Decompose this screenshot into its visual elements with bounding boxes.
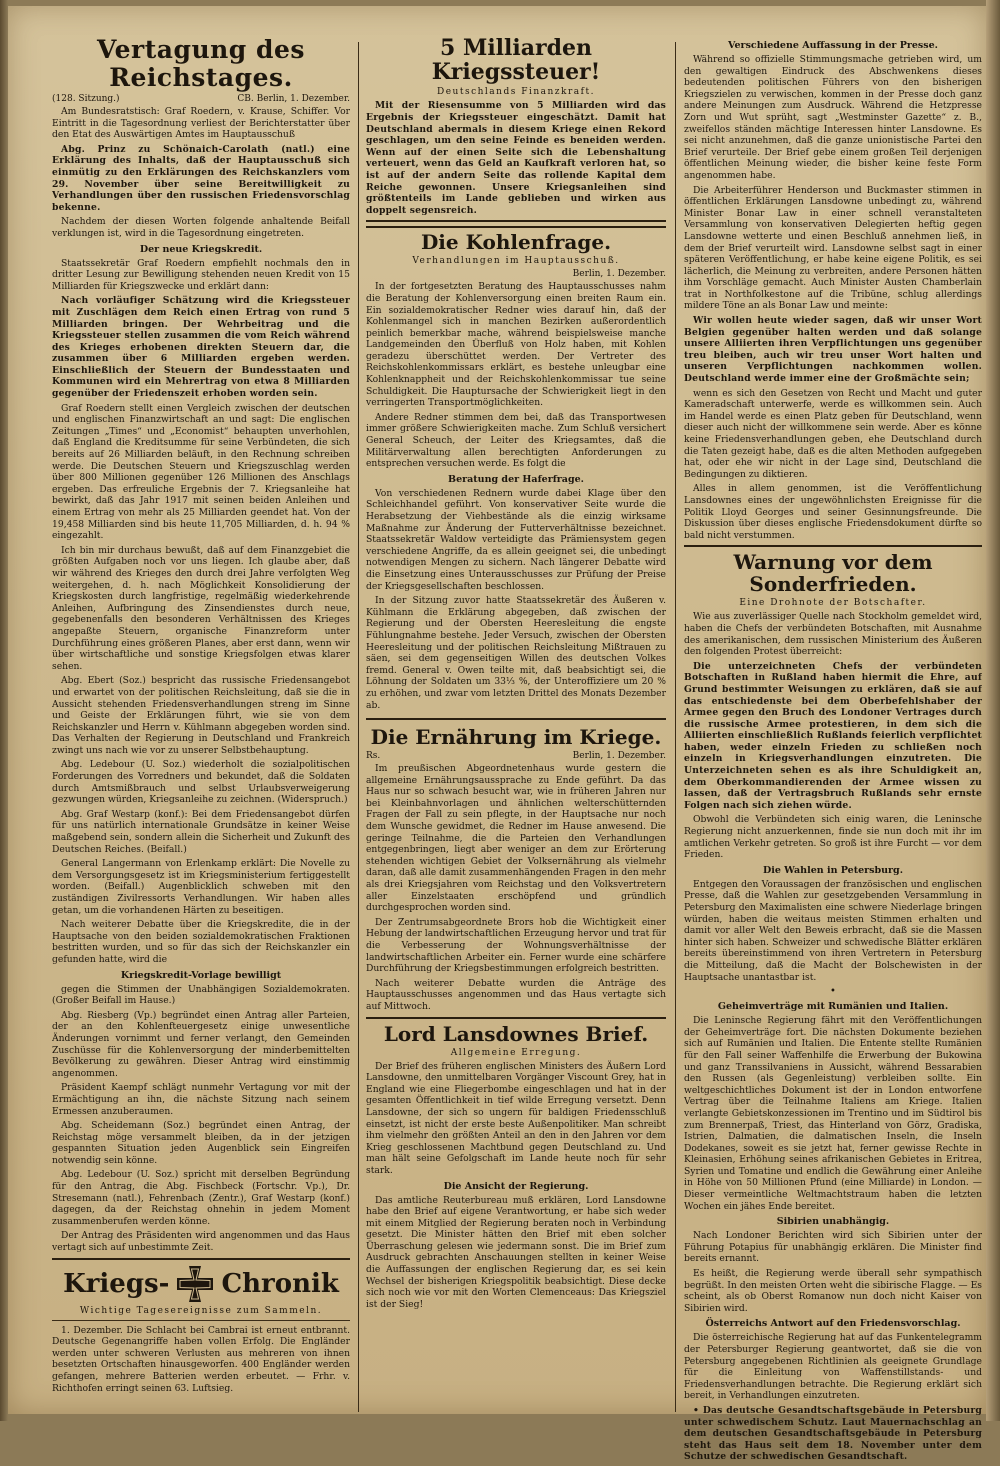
article-subtitle: Deutschlands Finanzkraft. xyxy=(437,87,595,98)
paragraph: Graf Roedern stellt einen Vergleich zwischen der deutschen und englischen Finanzwirtschaft an und sagt: Die englischen Zeitungen „Times“ und „Economist“ behaupten unverhohlen, daß England die Kreditsumme für seine Verbündeten, die sich bereits auf 26 Milliarden beläuft, in den Rechnung schreiben werde. Die Deutschen Steuern und Kriegszuschlag werden über 800 Millionen gegenüber 126 Millionen des Anschlags ergeben. Das erfreuliche Ergebnis der 7. Kriegsanleihe hat bewirkt, daß das Jahr 1917 mit seinen beiden Anleihen und einem Ertrag von mehr als 25 Milliarden geendet hat. Von der 19,458 Milliarden sind bis heute 11,705 Milliarden, d. h. 94 % eingezahlt. xyxy=(52,402,350,542)
paragraph: Von verschiedenen Rednern wurde dabei Klage über den Schleichhandel geführt. Von konservativer Seite wurde die Herabsetzung der Viehbestände als die einzig wirksame Maßnahme zur Änderung der Futterverhältnisse bezeichnet. Staatssekretär Waldow verteidigte das Prämiensystem gegen verschiedene Angriffe, da es allein geeignet sei, die unbedingt notwendigen Mengen zu sichern. Nach längerer Debatte wird die Einsetzung eines Unterausschusses zur Prüfung der Preise der Kriegsgesellschaften beschlossen. xyxy=(366,487,666,592)
paragraph: 1. Dezember. Die Schlacht bei Cambrai ist erneut entbrannt. Deutsche Gegenangriffe haben vollen Erfolg. Die Engländer werden unter schweren Verlusten aus mehreren von ihnen besetzten Ortschaften hinausgeworfen. 400 Engländer werden gefangen, mehrere Batterien werden erbeutet. — Frhr. v. Richthofen erringt seinen 63. Luftsieg. xyxy=(52,1324,350,1394)
lead-paragraph: Mit der Riesensumme von 5 Milliarden wird das Ergebnis der Kriegssteuer eingeschätzt. Damit hat Deutschland abermals in diesem Kriege einen Rekord geschlagen, um den seine Feinde es beneiden werden. Wenn auf der einen Seite sich die Lebenshaltung verteuert, wenn das Geld an Kaufkraft verloren hat, so ist auf der andern Seite das rollende Kapital dem Reiche gewonnen. Unsere Kriegsanleihen sind größtenteils im Lande geblieben und wirken aus doppelt segensreich. xyxy=(366,100,666,216)
paragraph: Nach weiterer Debatte über die Kriegskredite, die in der Hauptsache von den beiden sozialdemokratischen Fraktionen bestritten wurden, und so für das sich der Reichskanzler ein gefunden hatte, wird die xyxy=(52,919,350,965)
column-rule-2 xyxy=(675,42,676,1412)
column-rule-1 xyxy=(358,42,359,1412)
paragraph: Es heißt, die Regierung werde überall sehr sympathisch begrüßt. In den meisten Orten weht die sibirische Flagge. — Es scheint, als ob Oberst Romanow nun doch nicht Kaiser von Sibirien wird. xyxy=(684,1268,982,1314)
article-title-vertagung: Vertagung des Reichstages. xyxy=(97,36,305,92)
kriegs-chronik-masthead xyxy=(52,1264,350,1304)
article-title-kriegssteuer: 5 Milliarden Kriegssteuer! xyxy=(431,36,601,86)
paragraph: Das amtliche Reuterbureau muß erklären, Lord Lansdowne habe den Brief auf eigene Verantwortung, er habe sich weder mit einem Mitglied der Regierung beraten noch in Verbindung gesetzt. Die Minister hätten den Brief mit eben solcher Überraschung gelesen wie jedermann sonst. Die im Brief zum Ausdruck gebrachten Anschauungen stellten in keiner Weise die Auffassungen der englischen Regierung dar, es sei kein Wechsel der bisherigen Kriegspolitik beabsichtigt. Diese decke sich noch wie vor mit den Worten Clemenceaus: Das Kriegsziel ist der Sieg! xyxy=(366,1194,666,1310)
section-heading: Die Ansicht der Regierung. xyxy=(443,1180,589,1192)
paragraph: Abg. Prinz zu Schönaich-Carolath (natl.) eine Erklärung des Inhalts, daß der Hauptausschuß sich einmütig zu den Erklärungen des Reichskanzlers vom 29. November über seine Bereitwilligkeit zu Verhandlungen über den russischen Friedensvorschlag bekenne. xyxy=(52,143,350,213)
column-middle xyxy=(366,36,666,1313)
paragraph: Staatssekretär Graf Roedern empfiehlt nochmals den in dritter Lesung zur Bewilligung stehenden neuen Kredit von 15 Milliarden für Kriegszwecke und erklärt dann: xyxy=(52,257,350,292)
paragraph: Obwohl die Verbündeten sich einig waren, die Leninsche Regierung nicht anzuerkennen, finde sie nun doch mit ihr im amtlichen Verkehr getreten. So groß ist ihre Furcht — vor dem Frieden. xyxy=(684,814,982,861)
quote-paragraph: Die unterzeichneten Chefs der verbündeten Botschaften in Rußland haben hiermit die Ehre, auf Grund bestimmter Weisungen zu erklären, daß sie auf das entschiedenste bei dem Oberbefehlshaber der Armee gegen den Bruch des Londoner Vertrages durch die russische Armee protestieren, in dem sich die Alliierten einschließlich Rußlands feierlich verpflichtet haben, weder einzeln Frieden zu schließen noch einzeln in Kriegsverhandlungen einzutreten. Die Unterzeichneten sehen es als ihre Schuldigkeit an, dem Oberkommandierenden der Armee wissen zu lassen, daß der Vertragsbruch Rußlands sehr ernste Folgen nach sich ziehen würde. xyxy=(684,660,982,811)
paragraph: In der Sitzung zuvor hatte Staatssekretär des Äußeren v. Kühlmann die Erklärung abgegeben, daß zwischen der Regierung und der Obersten Heeresleitung die engste Fühlungnahme bestehe. Jeder Versuch, zwischen der Obersten Heeresleitung und der politischen Reichsleitung Mißtrauen zu säen, sei dem gegenseitigen Willen des deutschen Volkes fremd. General v. Owen teilte mit, daß beabsichtigt sei, die Löhnung der Soldaten um 33⅓ %, der Unteroffiziere um 20 % zu erhöhen, und zwar vom letzten Drittel des Monats Dezember ab. xyxy=(366,595,666,711)
paragraph: Entgegen den Voraussagen der französischen und englischen Presse, daß die Wahlen zur gesetzgebenden Versammlung in Petersburg den Maximalisten eine schwere Niederlage bringen würden, haben die weitaus meisten Stimmen erhalten und damit vor aller Welt den Beweis erbracht, daß sie die Massen hinter sich haben. Schweizer und schwedische Blätter erklären bereits übereinstimmend von ihren Vertretern in Petersburg die Mitteilung, daß die Macht der Bolschewisten in der Hauptsache unantastbar ist. xyxy=(684,878,982,983)
article-title-ernaehrung: Die Ernährung im Kriege. xyxy=(370,725,662,750)
quote-paragraph: Wir wollen heute wieder sagen, daß wir unser Wort Belgien gegenüber halten werden und daß solange unsere Alliierten ihren Verpflichtungen uns gegenüber treu bleiben, auch wir treu unser Wort halten und unseren Verpflichtungen nachkommen wollen. Deutschland werde immer eine der Großmächte sein; xyxy=(684,315,982,385)
paragraph: Die Leninsche Regierung fährt mit den Veröffentlichungen der Geheimverträge fort. Die nächsten Dokumente beziehen sich auf Rumänien und Italien. Die Entente stellte Rumänien für den Fall seiner Waffenhilfe die Erwerbung der Bukowina und ganz Transsilvaniens in Aussicht, während Bessarabien den Russen (als Gegenleistung) verbleiben sollte. Ein weltgeschichtliches Dokument ist der in London entworfene Vertrag über die Teilnahme Italiens am Kriege. Italien verlangte Gebietskonzessionen im Trentino und im Südtirol bis zum Brennerpaß, Triest, das Hinterland von Görz, Gradiska, Istrien, Dalmatien, die dalmatischen Inseln, die Inseln Dodekanes, soweit es sie jetzt hat, ferner gewisse Rechte in Kleinasien, Erhöhung seines afrikanischen Gebietes in Eritrea, Syrien und Tomatine und endlich die Gewährung einer Anleihe in Höhe von 50 Millionen Pfund (eine Milliarde) in London. — Dieser vermeintliche Weltmachtstraum haben die letzten Wochen ein jähes Ende bereitet. xyxy=(684,1015,982,1212)
newspaper-page xyxy=(8,6,986,1463)
article-subtitle: Allgemeine Erregung. xyxy=(450,1047,582,1058)
article-title-kohlenfrage: Die Kohlenfrage. xyxy=(420,230,612,255)
dateline-text: Berlin, 1. Dezember. xyxy=(572,751,666,762)
divider xyxy=(366,220,666,222)
paragraph: Am Bundesratstisch: Graf Roedern, v. Krause, Schiffer. Vor Eintritt in die Tagesordnung verliest der Berichterstatter über den Etat des Auswärtigen Amtes im Hauptausschuß xyxy=(52,106,350,141)
divider xyxy=(684,545,982,547)
article-kohlenfrage xyxy=(366,226,666,720)
section-heading: Der neue Kriegskredit. xyxy=(139,243,263,255)
section-heading: Österreichs Antwort auf den Friedensvorschlag. xyxy=(705,1318,961,1330)
paragraph: Ich bin mir durchaus bewußt, daß auf dem Finanzgebiet die größten Aufgaben noch vor uns liegen. Ich glaube aber, daß wir während des Krieges den durch drei Jahre verfolgten Weg weitergehen, d. h. nach Möglichkeit Konsolidierung der Kriegskosten durch langfristige, regelmäßig wiederkehrende Anleihen, Aufbringung des Zinsendienstes durch neue, gegebenenfalls den besonderen Verhältnissen des Krieges angepaßte Steuern, organische Finanzreform unter Durchführung eines größeren Planes, aber erst dann, wenn wir über wirtschaftliche und sonstige Kriegsfolgen etwas klarer sehen. xyxy=(52,544,350,672)
section-heading: Kriegskredit-Vorlage bewilligt xyxy=(120,969,282,981)
section-heading: Geheimverträge mit Rumänien und Italien. xyxy=(717,1001,949,1013)
section-heading: Die Wahlen in Petersburg. xyxy=(762,864,904,876)
paragraph: Während so offizielle Stimmungsmache getrieben wird, um den gewaltigen Eindruck des Abschwenkens dieses bedeutenden politischen Führers von den bisherigen Kriegszielen zu verwischen, kommen in der Presse doch ganz andere Meinungen zum Ausdruck. Während die Hetzpresse Zorn und Wut sprüht, sagt „Westminster Gazette“ z. B., zweifellos ständen mächtige Interessen hinter Lansdowne. Es sei nicht anzunehmen, daß die ganze unionistische Partei den Brief verurteile. Der Brief gebe einem großen Teil derjenigen öffentlichen Meinung wieder, die bisher keine feste Form angenommen habe. xyxy=(684,54,982,181)
paragraph: Nachdem der diesen Worten folgende anhaltende Beifall verklungen ist, wird in die Tagesordnung eingetreten. xyxy=(52,216,350,239)
paragraph: Alles in allem genommen, ist die Veröffentlichung Lansdownes eines der ungewöhnlichsten Ereignisse für die Politik Lloyd Georges und seiner Gesinnungsfreunde. Die Diskussion über dieses englische Friedensdokument dürfte so bald nicht verstummen. xyxy=(684,483,982,541)
author-mark: Rs. xyxy=(366,751,381,762)
paragraph: Präsident Kaempf schlägt nunmehr Vertagung vor mit der Ermächtigung an ihn, die nächste Sitzung nach seinem Ermessen anzuberaumen. xyxy=(52,1082,350,1117)
paragraph: Die Arbeiterführer Henderson und Buckmaster stimmen in öffentlichen Erklärungen Lansdowne unbedingt zu, während Minister Bonar Law in einer schnell veranstalteten Versammlung von konservativen Delegierten heftig gegen Lansdowne wetterte und einen Beschluß annehmen ließ, in dem der Brief verurteilt wird. Lansdowne selbst sagt in einer späteren Veröffentlichung, er habe keine eigene Politik, es sei lächerlich, die Meinung zu verbreiten, andere Personen hätten ihm Vorschläge gemacht. Auch Minister Austen Chamberlain trat in Northfolkestone auf die Tribüne, schlug allerdings mildere Töne an als Bonar Law und meinte: xyxy=(684,184,982,312)
divider xyxy=(52,1320,350,1321)
paragraph: Nach weiterer Debatte wurden die Anträge des Hauptausschusses angenommen und das Haus vertagte sich auf Mittwoch. xyxy=(366,977,666,1012)
section-heading: Beratung der Haferfrage. xyxy=(448,473,584,485)
divider xyxy=(366,1017,666,1019)
iron-cross-icon xyxy=(175,1264,215,1304)
chronik-subtitle: Wichtige Tagesereignisse zum Sammeln. xyxy=(79,1305,323,1316)
dateline xyxy=(52,94,350,104)
paragraph: Der Zentrumsabgeordnete Brors hob die Wichtigkeit einer Hebung der landwirtschaftlichen Erzeugung hervor und trat für die Verbesserung der Wohnungsverhältnisse der landwirtschaftlichen Arbeiter ein. Ferner wurde eine schärfere Durchführung der Kriegsbestimmungen erfolgreich bestritten. xyxy=(366,916,666,975)
right-fold-shadow xyxy=(986,0,1000,1421)
paragraph: Nach vorläufiger Schätzung wird die Kriegssteuer mit Zuschlägen dem Reich einen Ertrag von rund 5 Milliarden bringen. Der Wehrbeitrag und die Kriegssteuer stellen zusammen die vom Reich während des Krieges erhobenen direkten Steuern dar, die zusammen über 6 Milliarden ergeben werden. Einschließlich der Steuern der Bundesstaaten und Kommunen wird ein Mehrertrag von etwa 8 Milliarden gegenüber der Friedenszeit erhoben worden sein. xyxy=(52,295,350,400)
article-title-warnung: Warnung vor dem Sonderfrieden. xyxy=(733,550,933,597)
paragraph: Abg. Ebert (Soz.) bespricht das russische Friedensangebot und erwartet von der politischen Reichsleitung, daß sie die in Aussicht stehenden Friedensverhandlungen streng im Sinne und Geiste der Erklärungen führt, wie sie von dem Reichskanzler und Herrn v. Kühlmann abgegeben worden sind. Das Verhalten der Regierung in Deutschland und Frankreich zwingt uns nach wie vor zu unserer Selbstbehauptung. xyxy=(52,675,350,756)
article-title-lansdowne: Lord Lansdownes Brief. xyxy=(383,1021,649,1046)
section-heading: Verschiedene Auffassung in der Presse. xyxy=(728,40,938,51)
article-subtitle: Eine Drohnote der Botschafter. xyxy=(739,598,927,609)
section-heading: Sibirien unabhängig. xyxy=(776,1216,890,1228)
left-fold-shadow xyxy=(0,0,8,1421)
divider xyxy=(52,1258,350,1260)
paragraph: Wie aus zuverlässiger Quelle nach Stockholm gemeldet wird, haben die Chefs der verbündeten Botschaften, mit Ausnahme des amerikanischen, dem russischen Ministerium des Äußeren den folgenden Protest überreicht: xyxy=(684,611,982,658)
paragraph: • Das deutsche Gesandtschaftsgebäude in Petersburg unter schwedischem Schutz. Laut Mauernachschlag an dem deutschen Gesandtschaftsgebäude in Petersburg steht das Haus seit dem 18. November unter dem Schutze der schwedischen Gesandtschaft. xyxy=(684,1404,982,1463)
paragraph: Abg. Graf Westarp (konf.): Bei dem Friedensangebot dürfen für uns natürlich internationale Grundsätze in keiner Weise maßgebend sein, sondern allein die Sicherheit und Zukunft des Deutschen Reiches. (Beifall.) xyxy=(52,808,350,855)
dateline xyxy=(366,751,666,761)
chronik-right-word: Chronik xyxy=(221,1268,339,1299)
paragraph: In der fortgesetzten Beratung des Hauptausschusses nahm die Beratung der Kohlenversorgung einen breiten Raum ein. Ein sozialdemokratischer Redner wies darauf hin, daß der Kohlenmangel sich in manchen Bezirken außerordentlich peinlich bemerkbar mache, während beispielsweise manche Landgemeinden den Überfluß von Holz haben, mit Kohlen geradezu überschüttet werden. Der Vertreter des Reichskohlenkommissars erklärt, es bestehe unleugbar eine Kohlenknappheit und der Reichskohlenkommissar tue seine Schuldigkeit. Die Hauptursache der Schwierigkeit liegt in den verringerten Transportmöglichkeiten. xyxy=(366,281,666,409)
dateline: Berlin, 1. Dezember. xyxy=(572,269,666,280)
paragraph: Im preußischen Abgeordnetenhaus wurde gestern die allgemeine Ernährungsaussprache zu Ende geführt. Da das Haus nur so schwach besucht war, wie in früheren Jahren nur bei Kleinbahnvorlagen und ähnlichen welterschütternden Fragen der Fall zu sein pflegte, in der Hauptsache nur noch dem Wunsche gewidmet, die Redner im Hause anwesend. Die geringe Teilnahme, die die Parteien den Verhandlungen entgegenbringen, liegt aber weniger an dem zur Erörterung stehenden wichtigen Gebiet der Volksernährung als vielmehr daran, daß alle damit zusammenhängenden Fragen in den mehr als drei Kriegsjahren vom Reichstag und den Volksvertretern aller Einzelstaaten erschöpfend und gründlich durchgesprochen worden sind. xyxy=(366,763,666,914)
paragraph: Abg. Scheidemann (Soz.) begründet einen Antrag, der Reichstag möge versammelt bleiben, da in der jetzigen gespannten Situation jeden Augenblick sein Eingreifen notwendig sein könne. xyxy=(52,1120,350,1166)
paragraph: General Langermann von Erlenkamp erklärt: Die Novelle zu dem Versorgungsgesetz ist im Kriegsministerium fertiggestellt worden. (Beifall.) Augenblicklich schweben mit den zuständigen Zivilressorts Verhandlungen. Wir haben alles getan, um die vorhandenen Härten zu beseitigen. xyxy=(52,858,350,916)
paragraph: Die österreichische Regierung hat auf das Funkentelegramm der Petersburger Regierung geantwortet, daß sie die von Petersburg angegebenen Richtlinien als geeignete Grundlage für die Einleitung von Waffenstillstands- und Friedensverhandlungen betrachte. Die Regierung erklärt sich bereit, in Verhandlungen einzutreten. xyxy=(684,1332,982,1402)
paragraph: Der Brief des früheren englischen Ministers des Äußern Lord Lansdowne, den unmittelbaren Vorgänger Viscount Grey, hat in England wie eine Fliegerbombe eingeschlagen und hat in der gesamten Öffentlichkeit in tief wilde Erregung versetzt. Denn Lansdowne, der sich so ungern für baldigen Friedensschluß einsetzt, ist nicht der erste beste Außenpolitiker. Man schreibt ihm vielmehr den größten Anteil an den in den Jahren vor dem Krieg geschlossenen Machtbund gegen Deutschland zu. Und man hält seine Gefolgschaft im Lande heute noch für sehr stark. xyxy=(366,1060,666,1176)
session-label: (128. Sitzung.) xyxy=(52,94,120,104)
column-left xyxy=(52,36,350,1397)
paragraph: Abg. Ledebour (U. Soz.) wiederholt die sozialpolitischen Forderungen des Vorredners und bekundet, daß die Soldaten durch Amtsmißbrauch und selbst Urlaubsverweigerung gezwungen würden, Kriegsanleihe zu zeichnen. (Widerspruch.) xyxy=(52,759,350,806)
paragraph: Andere Redner stimmen dem bei, daß das Transportwesen immer größere Schwierigkeiten mache. Zum Schluß versichert General Scheuch, der Leiter des Kriegsamtes, daß die Militärverwaltung allen berechtigten Anforderungen zu entsprechen versuchen werde. Es folgt die xyxy=(366,411,666,470)
chronik-left-word: Kriegs- xyxy=(63,1268,170,1299)
bullet-separator: • xyxy=(830,986,836,998)
paragraph: Abg. Riesberg (Vp.) begründet einen Antrag aller Parteien, der an den Kohlenfteuergesetz einige unwesentliche Änderungen vornimmt und ferner verlangt, den Gemeinden Zuschüsse für die Kohlenversorgung der minderbemittelten Bevölkerung zu gewähren. Dieser Antrag wird einstimmig angenommen. xyxy=(52,1009,350,1079)
paragraph: Nach Londoner Berichten wird sich Sibirien unter der Führung Potapius für unabhängig erklären. Die Minister find bereits ernannt. xyxy=(684,1230,982,1265)
paragraph: gegen die Stimmen der Unabhängigen Sozialdemokraten. (Großer Beifall im Hause.) xyxy=(52,983,350,1007)
dateline-text: CB. Berlin, 1. Dezember. xyxy=(237,94,350,104)
paragraph: Abg. Ledebour (U. Soz.) spricht mit derselben Begründung für den Antrag, die Abg. Fischbeck (Fortschr. Vp.), Dr. Stresemann (natl.), Fehrenbach (Zentr.), Graf Westarp (konf.) dagegen, da der Reichstag ohnehin in jedem Moment zusammenberufen werden könne. xyxy=(52,1169,350,1227)
column-right xyxy=(684,36,982,1466)
paragraph: Der Antrag des Präsidenten wird angenommen und das Haus vertagt sich auf unbestimmte Zeit. xyxy=(52,1230,350,1254)
paragraph: wenn es sich den Gesetzen von Recht und Macht und guter Kameradschaft unterwerfe, werde es willkommen sein. Auch im Handel werde es einen Platz geben für Deutschland, wenn dieser auch nicht der willkommene sein werde. Aber es könne keine Friedensverhandlungen geben, ehe Deutschland durch die Taten gezeigt habe, daß es die alten Methoden aufgegeben hat, oder ehe wir nicht in der Lage sind, Deutschland die Bedingungen zu diktieren. xyxy=(684,387,982,480)
article-subtitle: Verhandlungen im Hauptausschuß. xyxy=(412,256,620,267)
